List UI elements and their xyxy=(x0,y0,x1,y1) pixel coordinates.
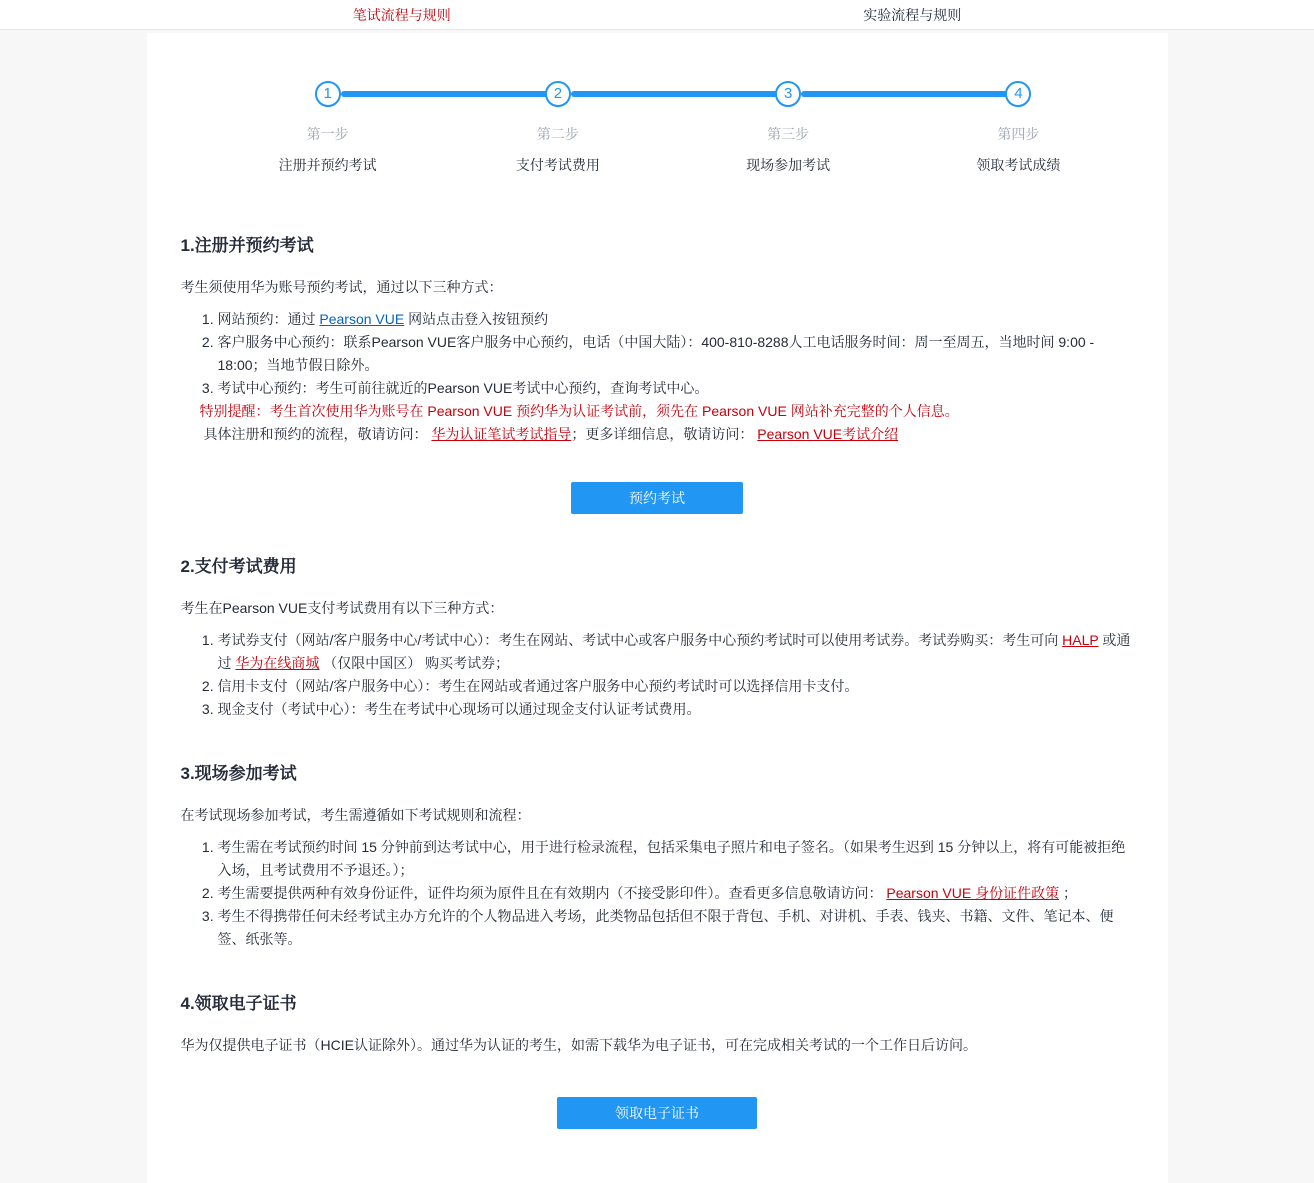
huawei-online-mall-link[interactable]: 华为在线商城 xyxy=(235,655,320,671)
list-item xyxy=(218,882,1134,905)
item-text: 考生需在考试预约时间 15 分钟前到达考试中心，用于进行检录流程，包括采集电子照片和电子签名。（如果考生迟到 15 分钟以上，将有可能被拒绝入场，且考试费用不予退还。）； xyxy=(217,839,1126,878)
pearson-vue-intro-link[interactable]: Pearson VUE考试介绍 xyxy=(757,426,899,442)
button-row xyxy=(181,482,1134,514)
section-paragraph: 华为仅提供电子证书（HCIE认证除外）。通过华为认证的考生，如需下载华为电子证书，可在完成相关考试的一个工作日后访问。 xyxy=(180,1037,977,1053)
section-register-book xyxy=(181,231,1134,514)
halp-link[interactable]: HALP xyxy=(1062,632,1099,648)
top-tab-bar xyxy=(0,0,1314,30)
step-circle-4: 4 xyxy=(1005,81,1031,107)
step-title: 领取考试成绩 xyxy=(976,157,1061,173)
tab-strip xyxy=(147,0,1168,29)
step-circle-2: 2 xyxy=(545,81,571,107)
section-payment xyxy=(181,552,1134,721)
step-item-1 xyxy=(213,81,443,175)
list-item xyxy=(218,905,1134,951)
list-item xyxy=(218,836,1134,882)
item-text: 考生需要提供两种有效身份证件，证件均须为原件且在有效期内（不接受影印件）。查看更多信息敬请访问： xyxy=(217,885,887,901)
step-title: 支付考试费用 xyxy=(515,157,600,173)
section-onsite-exam xyxy=(181,759,1134,951)
line-text: 具体注册和预约的流程，敬请访问： xyxy=(203,426,432,442)
pearson-vue-link[interactable]: Pearson VUE xyxy=(319,311,405,327)
id-policy-link[interactable]: Pearson VUE 身份证件政策 xyxy=(886,885,1060,901)
item-text: 现金支付（考试中心）：考生在考试中心现场可以通过现金支付认证考试费用。 xyxy=(217,701,701,717)
book-exam-button[interactable]: 预约考试 xyxy=(571,482,743,514)
booking-methods-list xyxy=(181,308,1134,400)
item-text: 考试券支付（网站/客户服务中心/考试中心）：考生在网站、考试中心或客户服务中心预约考试时可以使用考试券。考试券购买：考生可向 xyxy=(217,632,1063,648)
list-item xyxy=(218,675,1134,698)
item-text: 考生不得携带任何未经考试主办方允许的个人物品进入考场，此类物品包括但不限于背包、手机、对讲机、手表、钱夹、书籍、文件、笔记本、便签、纸张等。 xyxy=(217,908,1114,947)
item-text: ； xyxy=(1059,885,1077,901)
step-stage-label: 第二步 xyxy=(536,126,579,142)
item-text: 网站点击登入按钮预约 xyxy=(404,311,549,327)
step-circle-1: 1 xyxy=(315,81,341,107)
step-stage-label: 第三步 xyxy=(767,126,810,142)
onsite-rules-list xyxy=(181,836,1134,951)
section-heading: 4.领取电子证书 xyxy=(180,994,297,1013)
section-heading: 2.支付考试费用 xyxy=(180,557,297,576)
item-text: 客户服务中心预约：联系Pearson VUE客户服务中心预约，电话（中国大陆）：400-810-8288人工电话服务时间：周一至周五，当地时间 9:00 - 18:00；当地节假日除外。 xyxy=(217,334,1095,373)
guide-links-line xyxy=(181,423,1134,446)
step-stage-label: 第一步 xyxy=(306,126,349,142)
item-text: 网站预约：通过 xyxy=(217,311,320,327)
exam-stepper xyxy=(181,81,1134,175)
section-heading: 3.现场参加考试 xyxy=(180,764,297,783)
step-connector xyxy=(571,91,789,97)
get-certificate-button[interactable]: 领取电子证书 xyxy=(557,1097,757,1129)
step-title: 注册并预约考试 xyxy=(278,157,377,173)
step-stage-label: 第四步 xyxy=(997,126,1040,142)
line-text: ；更多详细信息，敬请访问： xyxy=(571,426,758,442)
list-item xyxy=(218,331,1134,377)
section-intro: 在考试现场参加考试，考生需遵循如下考试规则和流程： xyxy=(180,807,531,823)
payment-methods-list xyxy=(181,629,1134,721)
section-e-certificate xyxy=(181,989,1134,1129)
list-item xyxy=(218,629,1134,675)
list-item xyxy=(218,308,1134,331)
item-text: 考试中心预约：考生可前往就近的Pearson VUE考试中心预约，查询考试中心。 xyxy=(217,380,709,396)
special-reminder: 特别提醒：考生首次使用华为账号在 Pearson VUE 预约华为认证考试前，须先在 Pearson VUE 网站补充完整的个人信息。 xyxy=(199,403,959,419)
step-connector xyxy=(341,91,559,97)
list-item xyxy=(218,698,1134,721)
written-exam-guide-link[interactable]: 华为认证笔试考试指导 xyxy=(431,426,572,442)
item-text: （仅限中国区） 购买考试券； xyxy=(319,655,510,671)
content-card xyxy=(147,33,1168,1183)
item-text: 或通过 xyxy=(217,632,1131,671)
tab-written-exam-process[interactable]: 笔试流程与规则 xyxy=(352,7,451,23)
button-row xyxy=(181,1097,1134,1129)
step-circle-3: 3 xyxy=(775,81,801,107)
section-intro: 考生须使用华为账号预约考试，通过以下三种方式： xyxy=(180,279,503,295)
section-heading: 1.注册并预约考试 xyxy=(180,236,314,255)
section-intro: 考生在Pearson VUE支付考试费用有以下三种方式： xyxy=(180,600,504,616)
list-item xyxy=(218,377,1134,400)
tab-lab-exam-process[interactable]: 实验流程与规则 xyxy=(863,7,962,23)
step-title: 现场参加考试 xyxy=(746,157,831,173)
item-text: 信用卡支付（网站/客户服务中心）：考生在网站或者通过客户服务中心预约考试时可以选择信用卡支付。 xyxy=(217,678,859,694)
step-connector xyxy=(801,91,1019,97)
